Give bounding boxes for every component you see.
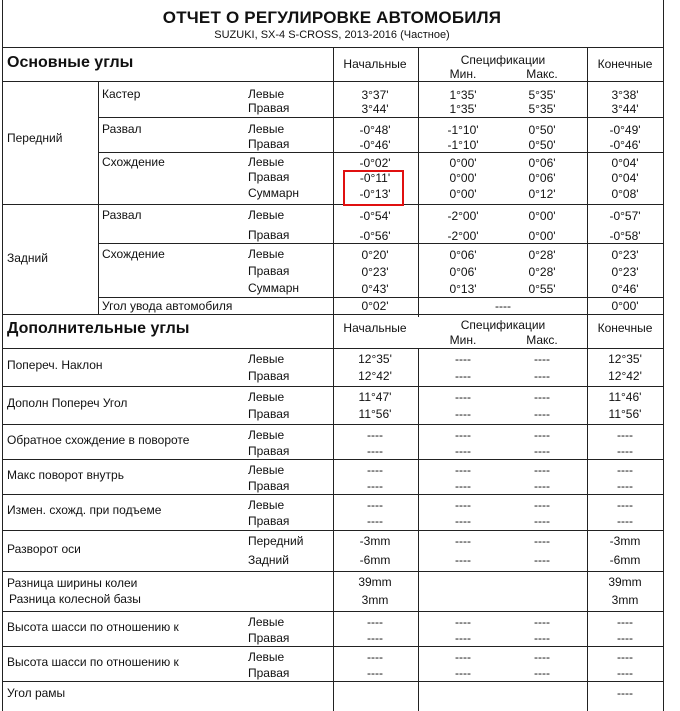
- col-final: Конечные: [597, 57, 653, 71]
- additional-param: Попереч. Наклон: [7, 358, 103, 372]
- row-min: 0°06': [449, 248, 477, 262]
- row-initial: 3°44': [361, 102, 389, 116]
- table-rule: [98, 243, 664, 244]
- row-min: ----: [455, 534, 471, 548]
- col-max: Макс.: [526, 67, 558, 81]
- row-min: 0°13': [449, 282, 477, 296]
- thrust-label: Угол увода автомобиля: [102, 299, 233, 313]
- row-side: Левые: [248, 122, 285, 136]
- col-final: Конечные: [597, 321, 653, 335]
- row-min: ----: [455, 390, 471, 404]
- row-min: ----: [455, 498, 471, 512]
- row-min: -2°00': [447, 229, 479, 243]
- row-final: 0°23': [611, 265, 639, 279]
- row-side: Левые: [248, 155, 285, 169]
- row-initial: 0°23': [361, 265, 389, 279]
- table-rule: [2, 494, 664, 495]
- row-min: 1°35': [449, 102, 477, 116]
- row-initial: ----: [367, 665, 383, 680]
- row-final: 0°08': [611, 187, 639, 201]
- col-min: Мин.: [449, 333, 477, 347]
- row-initial: 39mm: [358, 575, 392, 589]
- frame-right: [663, 0, 664, 711]
- frame-left: [2, 0, 3, 711]
- row-max: ----: [534, 390, 550, 404]
- table-rule: [333, 47, 334, 317]
- additional-param: Разница колесной базы: [9, 592, 141, 606]
- row-initial: -0°54': [359, 209, 391, 223]
- row-final: 0°23': [611, 248, 639, 262]
- main-angles-heading: Основные углы: [7, 54, 134, 71]
- row-max: 0°12': [528, 187, 556, 201]
- table-rule: [333, 314, 334, 711]
- row-side: Левые: [248, 87, 285, 101]
- row-max: ----: [534, 352, 550, 366]
- additional-param: Высота шасси по отношению к: [7, 620, 179, 634]
- row-initial: ----: [367, 630, 383, 645]
- row-final: ----: [617, 686, 633, 700]
- row-final: 3mm: [611, 593, 639, 607]
- table-rule: [2, 611, 664, 612]
- row-side: Левые: [248, 650, 285, 664]
- row-initial: ----: [367, 428, 383, 442]
- row-min: ----: [455, 352, 471, 366]
- row-side: Задний: [248, 552, 289, 567]
- row-final: ----: [617, 428, 633, 442]
- row-min: ----: [455, 650, 471, 664]
- row-side: Левые: [248, 498, 285, 512]
- row-side: Правая: [248, 264, 290, 278]
- row-max: 5°35': [528, 102, 556, 116]
- row-initial: -0°46': [359, 138, 391, 152]
- row-side: Правая: [248, 228, 290, 242]
- row-min: ----: [455, 369, 471, 383]
- row-max: 0°55': [528, 282, 556, 296]
- row-min: 0°06': [449, 265, 477, 279]
- row-min: 0°00': [449, 187, 477, 201]
- table-rule: [2, 459, 664, 460]
- row-side: Правая: [248, 665, 290, 680]
- table-rule: [2, 530, 664, 531]
- row-side: Правая: [248, 137, 290, 151]
- additional-param: Разворот оси: [7, 542, 81, 556]
- col-min: Мин.: [449, 67, 477, 81]
- row-side: Левые: [248, 428, 285, 442]
- report-title: ОТЧЕТ О РЕГУЛИРОВКЕ АВТОМОБИЛЯ: [162, 8, 502, 27]
- table-rule: [2, 681, 664, 682]
- row-final: ----: [617, 650, 633, 664]
- row-final: ----: [617, 478, 633, 493]
- row-max: ----: [534, 407, 550, 421]
- row-max: 0°28': [528, 248, 556, 262]
- row-initial: ----: [367, 443, 383, 458]
- row-max: ----: [534, 514, 550, 528]
- table-rule: [98, 297, 664, 298]
- row-initial: 12°42': [358, 369, 392, 383]
- col-initial: Начальные: [343, 57, 407, 71]
- row-initial: -0°13': [359, 187, 391, 201]
- row-side: Правая: [248, 630, 290, 645]
- row-initial: 12°35': [358, 352, 392, 366]
- row-min: ----: [455, 615, 471, 629]
- table-rule: [98, 117, 664, 118]
- row-param: Развал: [102, 122, 142, 136]
- additional-angles-heading: Дополнительные углы: [7, 320, 190, 337]
- table-rule: [418, 47, 419, 317]
- row-final: 12°35': [608, 352, 642, 366]
- row-final: ----: [617, 630, 633, 645]
- row-max: 0°50': [528, 123, 556, 137]
- table-rule: [2, 646, 664, 647]
- row-final: ----: [617, 615, 633, 629]
- row-final: 3°44': [611, 102, 639, 116]
- row-min: ----: [455, 463, 471, 477]
- col-initial: Начальные: [343, 321, 407, 335]
- row-final: ----: [617, 665, 633, 680]
- row-min: ----: [455, 428, 471, 442]
- row-initial: -0°56': [359, 229, 391, 243]
- thrust-spec: ----: [495, 299, 511, 313]
- row-max: 0°00': [528, 209, 556, 223]
- table-rule: [2, 386, 664, 387]
- row-side: Правая: [248, 101, 290, 115]
- additional-param: Дополн Попереч Угол: [7, 396, 128, 410]
- thrust-final: 0°00': [611, 299, 639, 313]
- row-max: 0°06': [528, 156, 556, 170]
- row-max: 0°50': [528, 138, 556, 152]
- row-min: ----: [455, 630, 471, 645]
- row-side: Левые: [248, 615, 285, 629]
- col-spec: Спецификации: [460, 318, 546, 332]
- row-max: 0°00': [528, 229, 556, 243]
- row-max: ----: [534, 665, 550, 680]
- row-final: 0°04': [611, 156, 639, 170]
- row-side: Передний: [248, 534, 304, 548]
- row-final: ----: [617, 498, 633, 512]
- row-final: -6mm: [609, 552, 641, 567]
- row-final: 39mm: [608, 575, 642, 589]
- row-max: 5°35': [528, 88, 556, 102]
- row-param: Схождение: [102, 155, 165, 169]
- row-side: Правая: [248, 170, 290, 184]
- row-initial: -6mm: [359, 552, 391, 567]
- row-initial: -3mm: [359, 534, 391, 548]
- row-side: Суммарн: [248, 186, 300, 200]
- row-max: ----: [534, 630, 550, 645]
- row-param: Развал: [102, 208, 142, 222]
- row-side: Левые: [248, 208, 285, 222]
- row-max: ----: [534, 650, 550, 664]
- row-side: Правая: [248, 514, 290, 528]
- table-rule: [2, 424, 664, 425]
- additional-param: Высота шасси по отношению к: [7, 655, 179, 669]
- front-axle-label: Передний: [7, 131, 63, 145]
- row-param: Кастер: [102, 87, 141, 101]
- report-subtitle: SUZUKI, SX-4 S-CROSS, 2013-2016 (Частное): [214, 29, 450, 41]
- row-final: 0°04': [611, 171, 639, 185]
- row-side: Правая: [248, 369, 290, 383]
- row-initial: ----: [367, 463, 383, 477]
- row-side: Правая: [248, 407, 290, 421]
- row-min: 0°00': [449, 156, 477, 170]
- row-side: Суммарн: [248, 281, 300, 295]
- table-rule: [2, 571, 664, 572]
- row-final: 12°42': [608, 369, 642, 383]
- row-initial: 11°56': [358, 407, 392, 421]
- row-final: -3mm: [609, 534, 641, 548]
- row-side: Правая: [248, 478, 290, 493]
- row-side: Левые: [248, 390, 285, 404]
- additional-param: Разница ширины колеи: [7, 576, 138, 590]
- row-final: -0°57': [609, 209, 641, 223]
- row-initial: -0°48': [359, 123, 391, 137]
- row-min: 1°35': [449, 88, 477, 102]
- highlight-box: [343, 170, 404, 206]
- row-initial: -0°11': [359, 171, 391, 185]
- row-initial: 11°47': [358, 390, 392, 404]
- row-final: ----: [617, 443, 633, 458]
- table-rule: [2, 204, 664, 205]
- table-rule: [98, 152, 664, 153]
- row-final: 11°56': [608, 407, 642, 421]
- row-min: ----: [455, 514, 471, 528]
- row-side: Левые: [248, 247, 285, 261]
- additional-param: Обратное схождение в повороте: [7, 433, 190, 447]
- row-min: ----: [455, 552, 471, 567]
- row-min: ----: [455, 443, 471, 458]
- row-max: ----: [534, 443, 550, 458]
- row-side: Левые: [248, 352, 285, 366]
- row-initial: ----: [367, 498, 383, 512]
- row-min: ----: [455, 407, 471, 421]
- thrust-initial: 0°02': [361, 299, 389, 313]
- row-initial: 0°20': [361, 248, 389, 262]
- row-max: ----: [534, 615, 550, 629]
- row-initial: 3°37': [361, 88, 389, 102]
- row-min: -1°10': [447, 138, 479, 152]
- col-max: Макс.: [526, 333, 558, 347]
- row-initial: ----: [367, 615, 383, 629]
- row-initial: -0°02': [359, 156, 391, 170]
- row-min: ----: [455, 665, 471, 680]
- row-final: -0°58': [609, 229, 641, 243]
- row-side: Левые: [248, 463, 285, 477]
- row-final: ----: [617, 463, 633, 477]
- row-side: Правая: [248, 443, 290, 458]
- table-rule: [98, 81, 99, 315]
- row-param: Схождение: [102, 247, 165, 261]
- row-max: ----: [534, 369, 550, 383]
- row-max: 0°28': [528, 265, 556, 279]
- row-initial: ----: [367, 478, 383, 493]
- row-max: 0°06': [528, 171, 556, 185]
- row-initial: ----: [367, 650, 383, 664]
- row-max: ----: [534, 534, 550, 548]
- row-min: ----: [455, 478, 471, 493]
- row-max: ----: [534, 552, 550, 567]
- row-max: ----: [534, 463, 550, 477]
- row-final: 0°46': [611, 282, 639, 296]
- additional-param: Измен. схожд. при подъеме: [7, 503, 162, 517]
- row-initial: 0°43': [361, 282, 389, 296]
- additional-param: Угол рамы: [7, 686, 66, 700]
- row-final: ----: [617, 514, 633, 528]
- row-final: -0°46': [609, 138, 641, 152]
- row-min: -2°00': [447, 209, 479, 223]
- table-rule: [587, 314, 588, 711]
- row-initial: ----: [367, 514, 383, 528]
- table-rule: [587, 47, 588, 317]
- row-initial: 3mm: [361, 593, 389, 607]
- row-min: 0°00': [449, 171, 477, 185]
- row-max: ----: [534, 428, 550, 442]
- row-final: 3°38': [611, 88, 639, 102]
- col-spec: Спецификации: [460, 53, 546, 67]
- row-max: ----: [534, 478, 550, 493]
- rear-axle-label: Задний: [7, 251, 48, 265]
- row-min: -1°10': [447, 123, 479, 137]
- additional-param: Макс поворот внутрь: [7, 468, 124, 482]
- row-final: -0°49': [609, 123, 641, 137]
- row-max: ----: [534, 498, 550, 512]
- row-final: 11°46': [608, 390, 642, 404]
